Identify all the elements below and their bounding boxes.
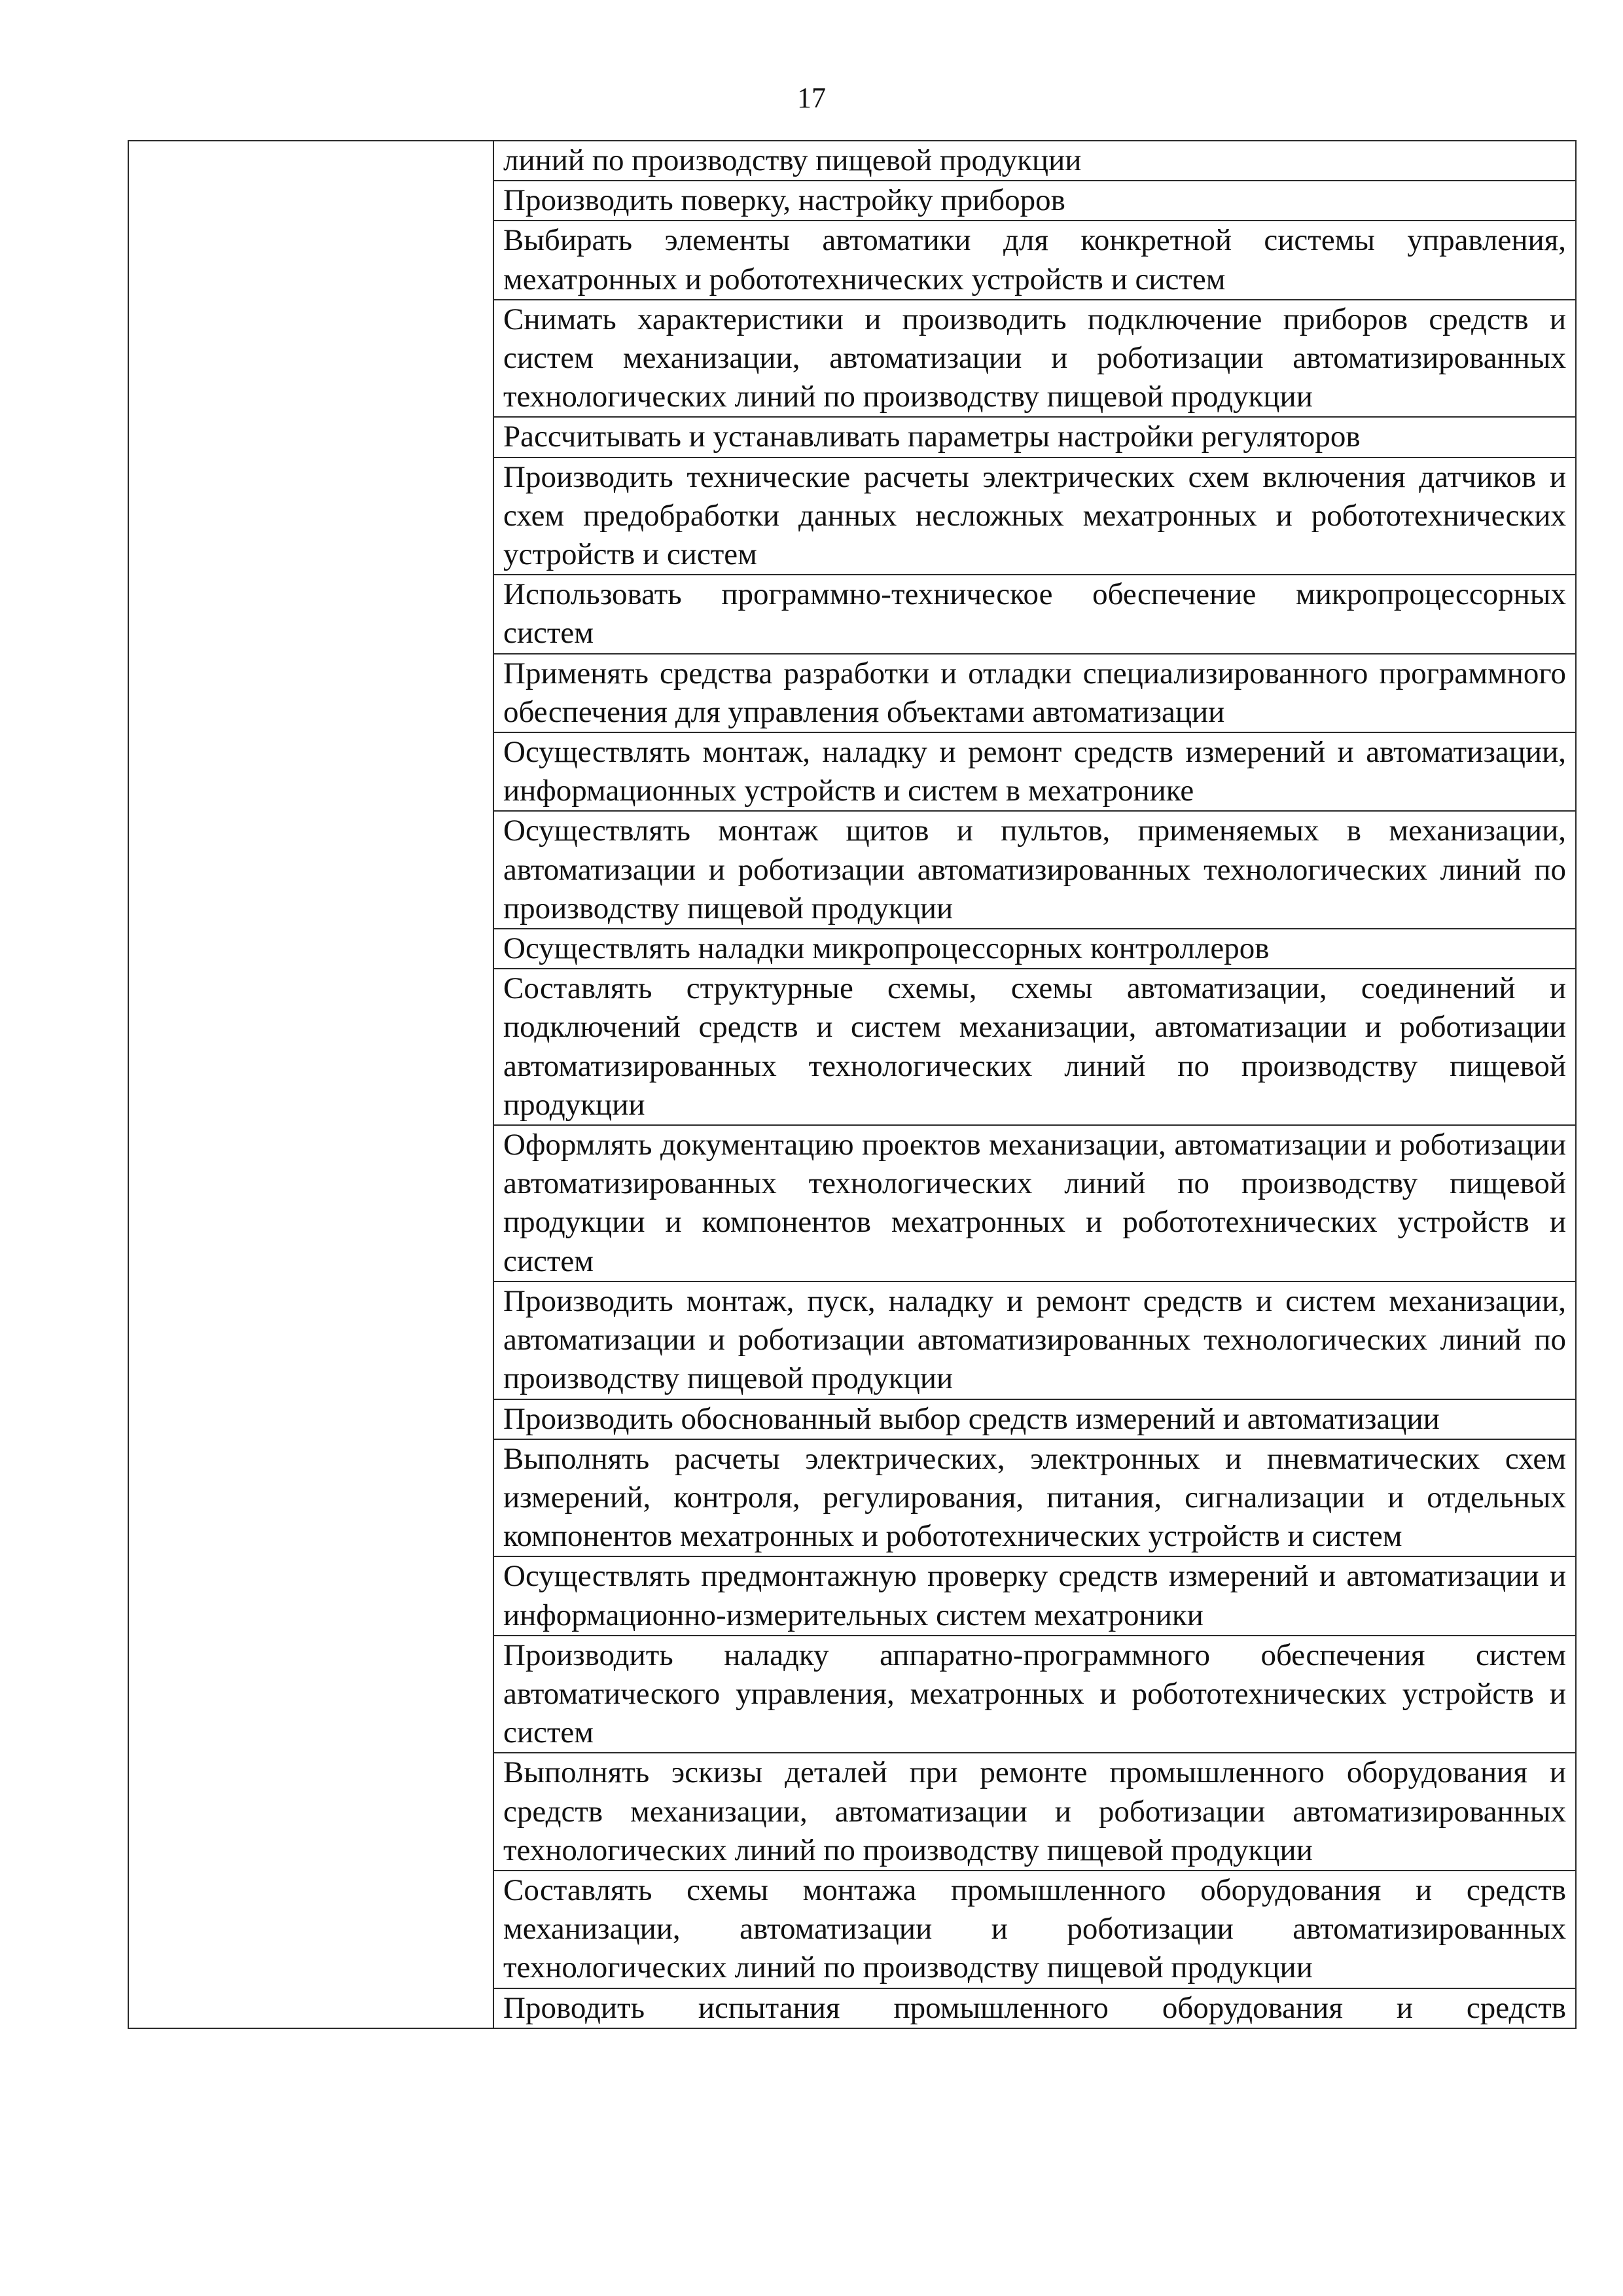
skill-text: Использовать программно-техническое обеспечение микропроцессорных систем [503,577,1566,651]
skill-text: Выполнять расчеты электрических, электронных и пневматических схем измерений, контроля, регулирования, питания, сигнализации и отдельных компонентов мехатронных и робототехнических устройств и систем [503,1441,1566,1554]
skill-text: Осуществлять наладки микропроцессорных контроллеров [503,931,1270,966]
skill-text: Применять средства разработки и отладки специализированного программного обеспечения для управления объектами автоматизации [503,656,1566,729]
skill-text: Производить наладку аппаратно-программного обеспечения систем автоматического управления, мехатронных и робототехнических устройств и систем [503,1638,1566,1750]
skill-cell [493,1871,1576,1988]
skill-text: Осуществлять монтаж, наладку и ремонт средств измерений и автоматизации, информационных устройств и систем в мехатронике [503,735,1566,808]
skill-cell [493,575,1576,653]
skill-text: Снимать характеристики и производить подключение приборов средств и систем механизации, автоматизации и роботизации автоматизированных технологических линий по производству пищевой продукции [503,302,1566,414]
skill-text: Проводить испытания промышленного оборудования и средств [503,1990,1566,2025]
skill-text: Рассчитывать и устанавливать параметры настройки регуляторов [503,420,1361,454]
skill-cell [493,732,1576,811]
skill-cell [493,1636,1576,1753]
skill-cell [493,1753,1576,1871]
skill-cell [493,811,1576,929]
skill-cell [493,1399,1576,1439]
skill-text: Составлять структурные схемы, схемы автоматизации, соединений и подключений средств и систем механизации, автоматизации и роботизации автоматизированных технологических линий по производству пищевой продукции [503,971,1566,1122]
page-number: 17 [797,82,826,114]
skill-cell [493,969,1576,1125]
skill-cell [493,300,1576,418]
skill-cell [493,654,1576,732]
skill-cell [493,181,1576,221]
left-column-cell [128,141,493,2028]
skill-cell [493,929,1576,969]
skill-text: Выполнять эскизы деталей при ремонте промышленного оборудования и средств механизации, автоматизации и роботизации автоматизированных технологических линий по производству пищевой продукции [503,1755,1566,1867]
skill-text: Осуществлять предмонтажную проверку средств измерений и автоматизации и информационно-измерительных систем мехатроники [503,1559,1566,1632]
skill-cell [493,1988,1576,2028]
skill-cell [493,221,1576,299]
skill-text: Оформлять документацию проектов механизации, автоматизации и роботизации автоматизированных технологических линий по производству пищевой продукции и компонентов мехатронных и робототехнических устройств и систем [503,1128,1566,1278]
skill-cell [493,141,1576,181]
skill-cell [493,417,1576,457]
skill-cell [493,1282,1576,1399]
skill-text: Выбирать элементы автоматики для конкретной системы управления, мехатронных и робототехнических устройств и систем [503,223,1566,296]
table-row [128,141,1576,181]
skill-text: Производить поверку, настройку приборов [503,183,1065,218]
skill-text: линий по производству пищевой продукции [503,143,1082,177]
skills-table [128,140,1577,2029]
skill-cell [493,1125,1576,1282]
skill-text: Составлять схемы монтажа промышленного оборудования и средств механизации, автоматизации и роботизации автоматизированных технологических линий по производству пищевой продукции [503,1873,1566,1985]
skill-text: Производить технические расчеты электрических схем включения датчиков и схем предобработки данных несложных мехатронных и робототехнических устройств и систем [503,459,1566,572]
skill-text: Осуществлять монтаж щитов и пультов, применяемых в механизации, автоматизации и роботизации автоматизированных технологических линий по производству пищевой продукции [503,814,1566,925]
skill-cell [493,1439,1576,1557]
skill-cell [493,1556,1576,1635]
skill-text: Производить обоснованный выбор средств измерений и автоматизации [503,1401,1440,1436]
skill-text: Производить монтаж, пуск, наладку и ремонт средств и систем механизации, автоматизации и роботизации автоматизированных технологических линий по производству пищевой продукции [503,1283,1566,1396]
skill-cell [493,457,1576,575]
